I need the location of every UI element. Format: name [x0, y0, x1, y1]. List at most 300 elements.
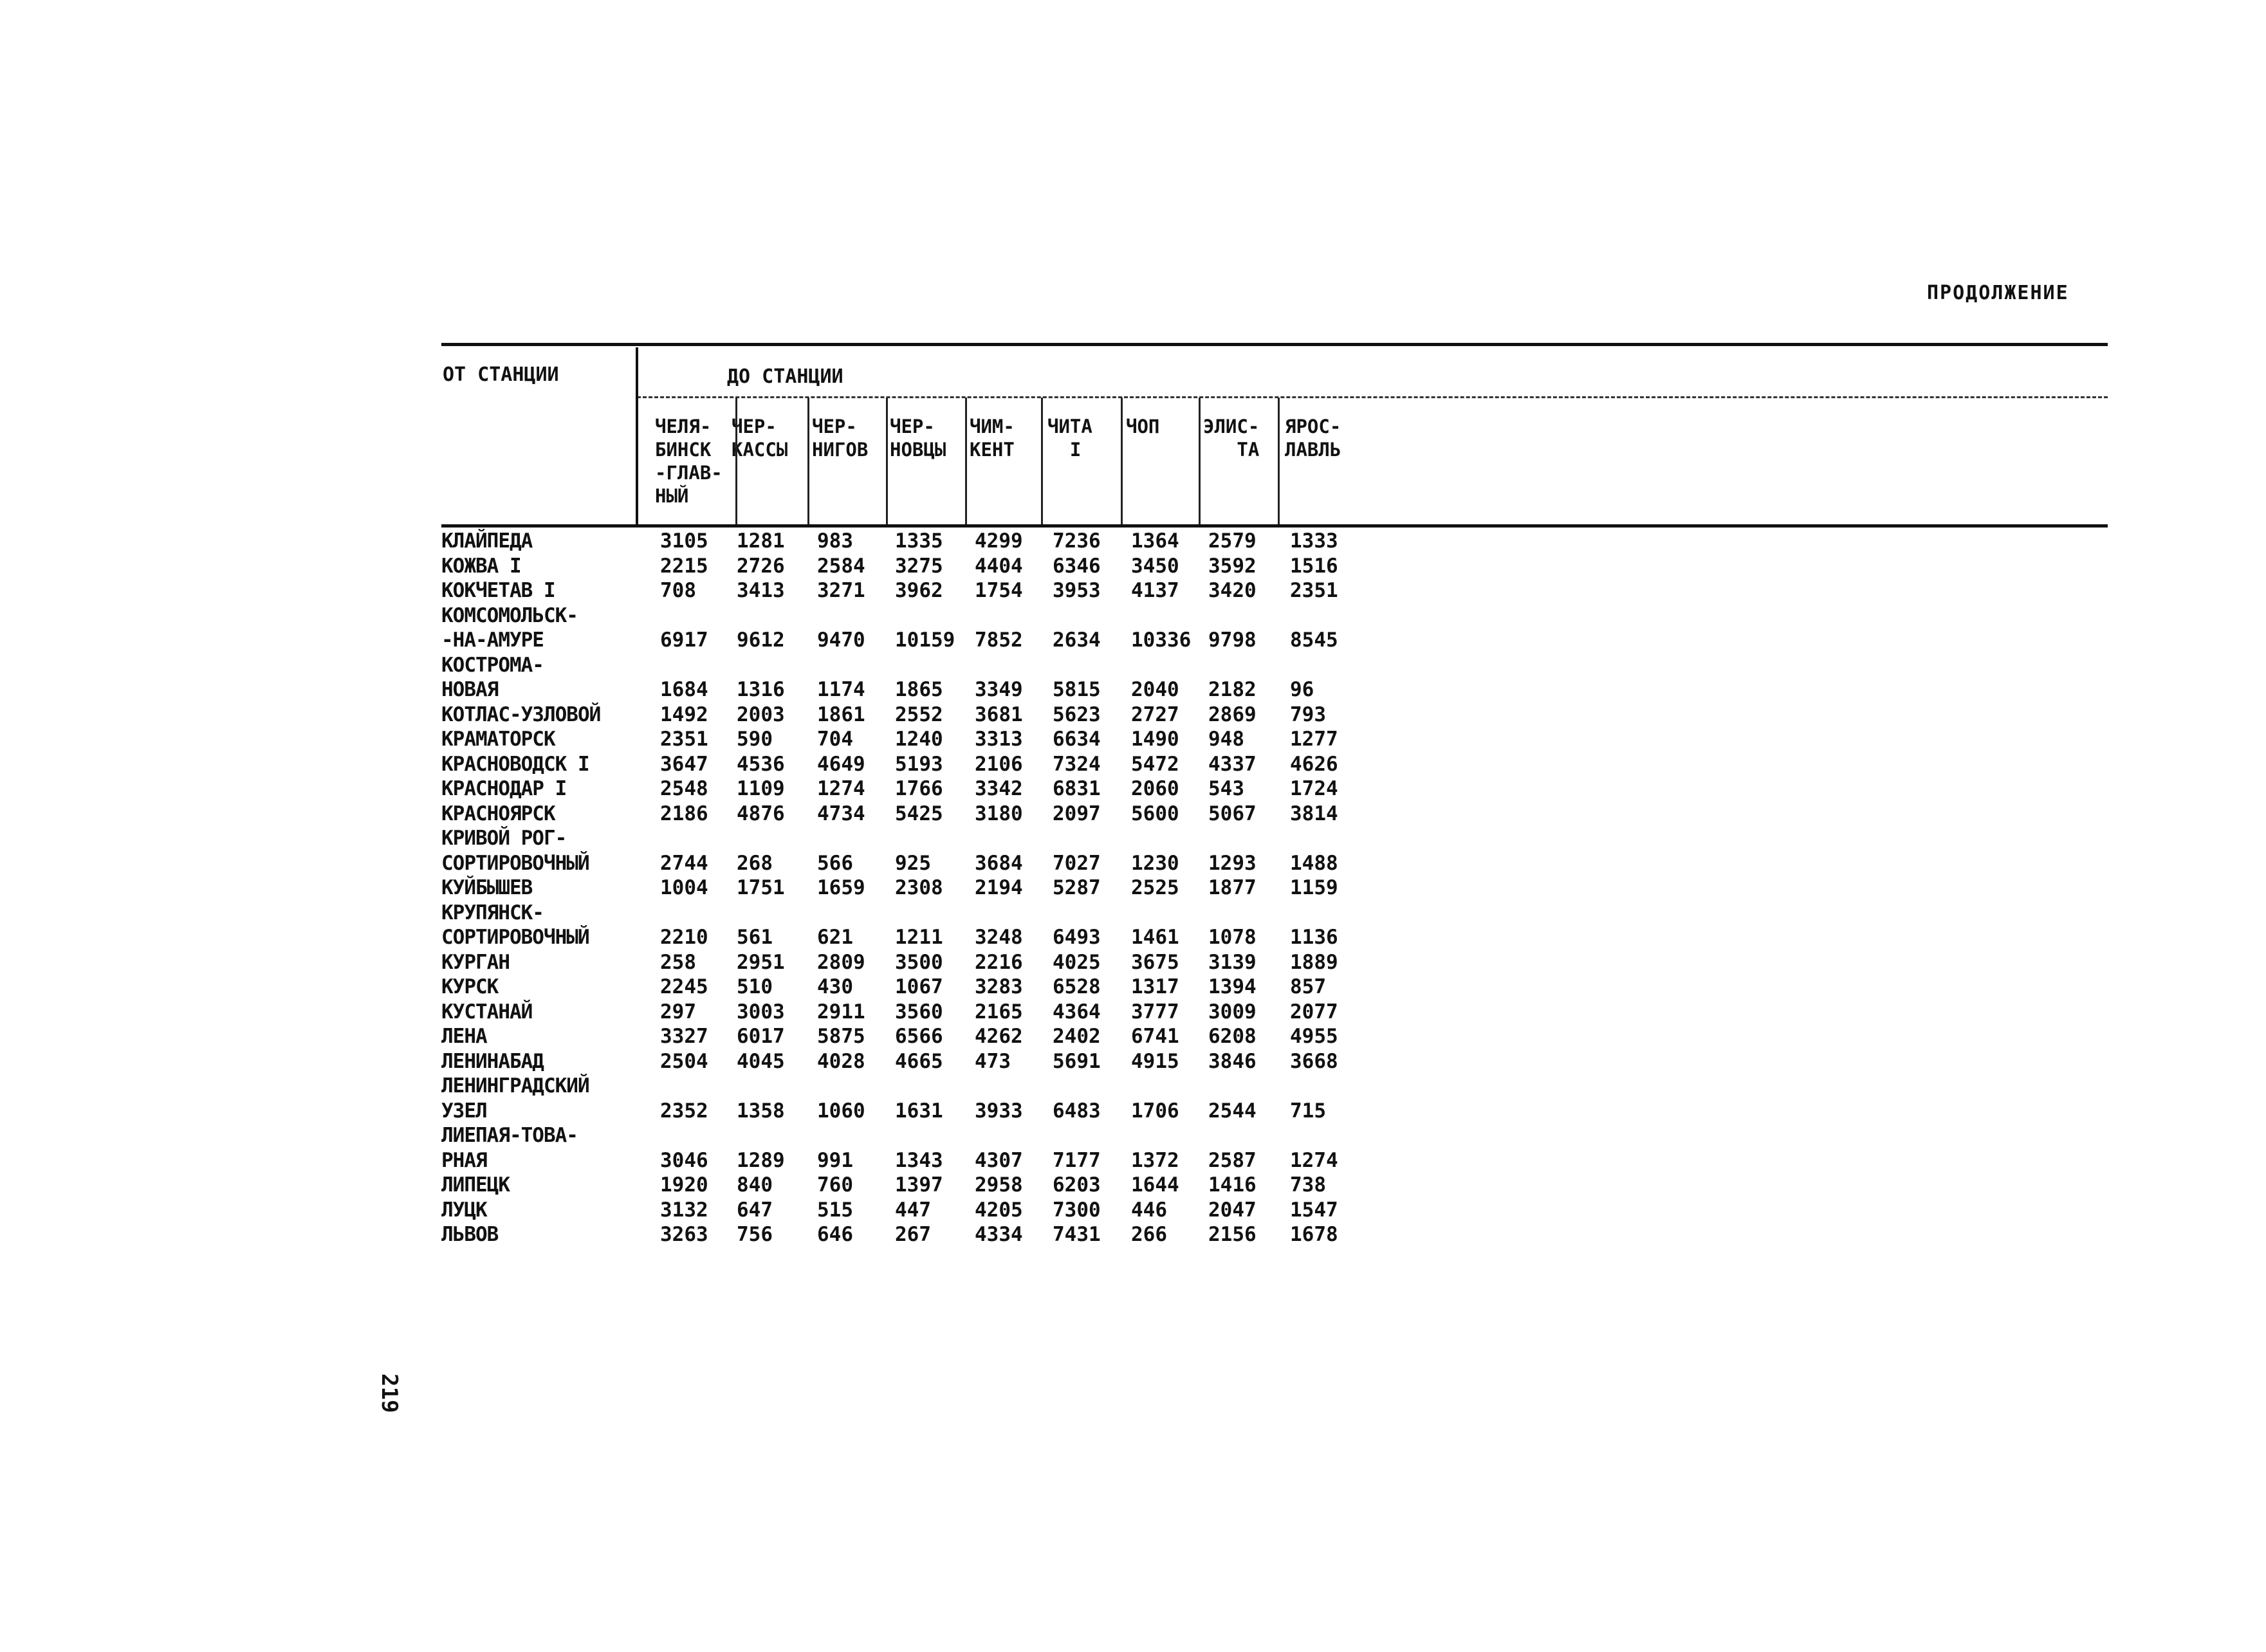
distance-cell	[737, 653, 817, 678]
distance-cell	[975, 1123, 1053, 1148]
distance-cell: 566	[817, 851, 853, 875]
distance-cell: 1631	[895, 1099, 943, 1123]
distance-cell: 2308	[895, 876, 943, 899]
distance-cell: 6741	[1131, 1025, 1179, 1048]
table-row	[441, 1049, 1367, 1074]
station-name: КОСТРОМА-	[441, 653, 544, 677]
column-header-line: ЧОП	[1126, 416, 1160, 437]
station-name: ЛИЕПАЯ-ТОВА-	[441, 1124, 578, 1147]
distance-cell: 3313	[975, 728, 1023, 751]
distance-cell: 2548	[660, 777, 708, 800]
distance-cell: 1060	[817, 1099, 865, 1123]
distance-cell: 2351	[1290, 579, 1338, 602]
distance-cell	[975, 901, 1053, 926]
distance-cell: 5815	[1053, 678, 1101, 701]
table-row	[441, 554, 1367, 579]
distance-cell: 2951	[737, 950, 785, 974]
distance-cell: 5875	[817, 1025, 865, 1048]
distance-cell: 1547	[1290, 1198, 1338, 1222]
table-row	[441, 925, 1367, 950]
distance-cell: 2097	[1053, 802, 1101, 825]
distance-cell: 10336	[1131, 629, 1192, 652]
station-name: КРУПЯНСК-	[441, 901, 544, 924]
distance-cell: 9612	[737, 629, 785, 652]
distance-cell: 7324	[1053, 752, 1101, 776]
distance-cell: 3046	[660, 1148, 708, 1172]
distance-cell: 4915	[1131, 1049, 1179, 1073]
distance-cell: 1724	[1290, 777, 1338, 800]
distance-cell: 2744	[660, 851, 708, 875]
table-row	[441, 653, 1367, 678]
table-row	[441, 1000, 1367, 1025]
distance-cell: 2186	[660, 802, 708, 825]
distance-cell: 738	[1290, 1173, 1326, 1197]
distance-cell: 647	[737, 1198, 773, 1222]
distance-cell	[660, 901, 737, 926]
column-divider	[1121, 398, 1123, 524]
distance-cell: 1492	[660, 702, 708, 726]
station-name: ЛИПЕЦК	[441, 1173, 510, 1197]
station-name: ЛЕНА	[441, 1025, 487, 1048]
distance-cell: 3248	[975, 926, 1023, 949]
distance-cell: 1211	[895, 926, 943, 949]
distance-cell: 1078	[1208, 926, 1257, 949]
distance-cell: 3009	[1208, 1000, 1257, 1023]
distance-cell: 760	[817, 1173, 853, 1197]
distance-cell: 3349	[975, 678, 1023, 701]
distance-cell: 1861	[817, 702, 865, 726]
column-header-line: ЧЕЛЯ-	[655, 416, 712, 437]
distance-cell: 3846	[1208, 1049, 1257, 1073]
distance-cell: 1865	[895, 678, 943, 701]
distance-cell: 2210	[660, 926, 708, 949]
distance-cell	[1131, 1123, 1208, 1148]
distance-cell: 8545	[1290, 629, 1338, 652]
table-row	[441, 1024, 1367, 1049]
distance-cell: 4536	[737, 752, 785, 776]
column-divider	[965, 398, 967, 524]
table-row	[441, 802, 1367, 827]
station-name: РНАЯ	[441, 1148, 487, 1172]
distance-cell: 7027	[1053, 851, 1101, 875]
distance-cell: 1877	[1208, 876, 1257, 899]
distance-cell: 1274	[1290, 1148, 1338, 1172]
distance-cell: 1109	[737, 777, 785, 800]
distance-cell	[660, 1123, 737, 1148]
table-row	[441, 1123, 1367, 1148]
distance-cell: 1516	[1290, 554, 1338, 578]
distance-cell: 3668	[1290, 1049, 1338, 1073]
distance-cell: 6831	[1053, 777, 1101, 800]
column-header-line: ЧИМ-	[970, 416, 1015, 437]
distance-cell: 3500	[895, 950, 943, 974]
table-row	[441, 1198, 1367, 1223]
column-divider	[735, 398, 737, 524]
distance-cell: 4334	[975, 1223, 1023, 1246]
distance-cell	[660, 826, 737, 851]
column-header-8	[1285, 415, 1341, 461]
distance-cell: 2351	[660, 728, 708, 751]
distance-cell: 2215	[660, 554, 708, 578]
distance-cell: 708	[660, 579, 696, 602]
distance-cell: 1659	[817, 876, 865, 899]
table-row	[441, 603, 1367, 629]
distance-cell: 2579	[1208, 529, 1257, 553]
distance-cell: 4299	[975, 529, 1023, 553]
distance-cell: 1416	[1208, 1173, 1257, 1197]
distance-cell: 1316	[737, 678, 785, 701]
column-header-line: ТА	[1203, 439, 1260, 461]
distance-cell: 5287	[1053, 876, 1101, 899]
station-name: КУЙБЫШЕВ	[441, 876, 533, 899]
distance-cell: 590	[737, 728, 773, 751]
table-row	[441, 950, 1367, 975]
distance-cell: 1281	[737, 529, 785, 553]
distance-cell: 1067	[895, 975, 943, 998]
column-header-line: ЧЕР-	[732, 416, 777, 437]
distance-cell: 2182	[1208, 678, 1257, 701]
distance-cell: 4364	[1053, 1000, 1101, 1023]
distance-cell: 1277	[1290, 728, 1338, 751]
column-header-6	[1126, 415, 1159, 438]
distance-cell: 4205	[975, 1198, 1023, 1222]
column-header-2	[812, 415, 868, 461]
table-row	[441, 1173, 1367, 1198]
distance-cell	[1131, 901, 1208, 926]
distance-cell: 2552	[895, 702, 943, 726]
station-name: КРАСНОДАР I	[441, 777, 567, 800]
station-name: КУРСК	[441, 975, 499, 998]
distance-cell: 3003	[737, 1000, 785, 1023]
distance-cell: 3450	[1131, 554, 1179, 578]
distance-cell: 297	[660, 1000, 696, 1023]
distance-cell: 2077	[1290, 1000, 1338, 1023]
distance-cell	[1131, 826, 1208, 851]
distance-cell: 1289	[737, 1148, 785, 1172]
distance-cell	[1053, 653, 1131, 678]
page-number: 219	[376, 1373, 402, 1413]
table-row	[441, 851, 1367, 876]
distance-cell: 268	[737, 851, 773, 875]
station-name: КОЖВА I	[441, 554, 521, 578]
station-name: КРАСНОВОДСК I	[441, 752, 589, 776]
distance-cell: 1684	[660, 678, 708, 701]
distance-cell: 3180	[975, 802, 1023, 825]
distance-cell: 9798	[1208, 629, 1257, 652]
distance-cell: 3647	[660, 752, 708, 776]
distance-cell: 925	[895, 851, 931, 875]
distance-cell: 4734	[817, 802, 865, 825]
distance-cell	[895, 1123, 975, 1148]
distance-cell: 1364	[1131, 529, 1179, 553]
distance-cell	[660, 653, 737, 678]
distance-cell: 3271	[817, 579, 865, 602]
distance-cell: 447	[895, 1198, 931, 1222]
distance-cell: 2587	[1208, 1148, 1257, 1172]
distance-cell: 7177	[1053, 1148, 1101, 1172]
distance-cell	[1208, 901, 1290, 926]
distance-cell: 2106	[975, 752, 1023, 776]
distance-cell: 3933	[975, 1099, 1023, 1123]
distance-cell: 96	[1290, 678, 1314, 701]
distance-cell: 6208	[1208, 1025, 1257, 1048]
station-name: ЛУЦК	[441, 1198, 487, 1222]
column-divider	[1199, 398, 1201, 524]
distance-cell: 4028	[817, 1049, 865, 1073]
distance-cell: 6528	[1053, 975, 1101, 998]
distance-cell	[737, 901, 817, 926]
distance-cell: 5425	[895, 802, 943, 825]
distance-cell	[1290, 826, 1367, 851]
table-row	[441, 901, 1367, 926]
distance-cell: 3777	[1131, 1000, 1179, 1023]
table-row	[441, 826, 1367, 851]
distance-cell: 793	[1290, 702, 1326, 726]
distance-cell: 2958	[975, 1173, 1023, 1197]
distance-cell: 1293	[1208, 851, 1257, 875]
distance-cell	[1290, 653, 1367, 678]
distance-cell: 3327	[660, 1025, 708, 1048]
table-row	[441, 628, 1367, 653]
distance-cell: 3342	[975, 777, 1023, 800]
table-row	[441, 1099, 1367, 1124]
distance-cell: 6346	[1053, 554, 1101, 578]
table-row	[441, 702, 1367, 728]
distance-cell	[1053, 603, 1131, 629]
column-header-3	[890, 415, 946, 461]
distance-cell	[817, 603, 895, 629]
distance-cell: 1751	[737, 876, 785, 899]
header-rule-bottom	[441, 524, 2108, 528]
distance-cell: 2040	[1131, 678, 1179, 701]
distance-cell: 1004	[660, 876, 708, 899]
distance-table	[441, 529, 1367, 1247]
distance-cell: 646	[817, 1223, 853, 1246]
column-header-line: КАССЫ	[732, 439, 788, 461]
distance-cell	[1290, 603, 1367, 629]
distance-cell: 3560	[895, 1000, 943, 1023]
from-station-header: ОТ СТАНЦИИ	[443, 363, 559, 386]
station-name: УЗЕЛ	[441, 1099, 487, 1123]
distance-cell: 3283	[975, 975, 1023, 998]
distance-cell: 1174	[817, 678, 865, 701]
distance-cell: 3681	[975, 702, 1023, 726]
distance-cell: 2060	[1131, 777, 1179, 800]
station-name: ЛЕНИНГРАДСКИЙ	[441, 1074, 589, 1097]
distance-cell: 267	[895, 1223, 931, 1246]
distance-cell: 4404	[975, 554, 1023, 578]
distance-cell: 5600	[1131, 802, 1179, 825]
column-header-line: -ГЛАВ-	[655, 462, 723, 484]
table-row	[441, 1074, 1367, 1099]
distance-cell: 2156	[1208, 1223, 1257, 1246]
continuation-label: ПРОДОЛЖЕНИЕ	[1927, 282, 2069, 304]
distance-cell	[895, 1074, 975, 1099]
column-header-line: КЕНТ	[970, 439, 1015, 461]
distance-cell: 715	[1290, 1099, 1326, 1123]
column-header-line: ЛАВЛЬ	[1285, 439, 1341, 461]
distance-cell: 3132	[660, 1198, 708, 1222]
distance-cell	[895, 653, 975, 678]
table-row	[441, 727, 1367, 752]
distance-cell: 5067	[1208, 802, 1257, 825]
distance-cell: 4045	[737, 1049, 785, 1073]
distance-cell: 6566	[895, 1025, 943, 1048]
distance-cell: 6203	[1053, 1173, 1101, 1197]
distance-cell: 2634	[1053, 629, 1101, 652]
distance-cell: 6917	[660, 629, 708, 652]
distance-cell: 857	[1290, 975, 1326, 998]
distance-cell: 4876	[737, 802, 785, 825]
distance-cell: 1335	[895, 529, 943, 553]
distance-cell	[817, 1074, 895, 1099]
distance-cell	[817, 653, 895, 678]
station-name: -НА-АМУРЕ	[441, 629, 544, 652]
table-row	[441, 677, 1367, 702]
column-header-line: БИНСК	[655, 439, 712, 461]
station-name: КОМСОМОЛЬСК-	[441, 603, 578, 627]
station-name: КРАМАТОРСК	[441, 728, 555, 751]
column-header-line: ЧИТА	[1047, 416, 1092, 437]
distance-cell	[895, 901, 975, 926]
distance-cell: 2165	[975, 1000, 1023, 1023]
to-station-header: ДО СТАНЦИИ	[727, 365, 843, 388]
column-divider	[1041, 398, 1043, 524]
distance-cell: 704	[817, 728, 853, 751]
distance-cell	[1208, 603, 1290, 629]
distance-cell: 3675	[1131, 950, 1179, 974]
column-header-line: НИГОВ	[812, 439, 869, 461]
column-header-line: ЯРОС-	[1285, 416, 1341, 437]
distance-cell: 3420	[1208, 579, 1257, 602]
distance-cell: 1358	[737, 1099, 785, 1123]
distance-cell: 6634	[1053, 728, 1101, 751]
distance-cell: 5472	[1131, 752, 1179, 776]
distance-cell: 2504	[660, 1049, 708, 1073]
distance-cell: 5691	[1053, 1049, 1101, 1073]
distance-cell: 1230	[1131, 851, 1179, 875]
station-name: ЛЬВОВ	[441, 1223, 499, 1246]
distance-cell: 4025	[1053, 950, 1101, 974]
distance-cell: 1889	[1290, 950, 1338, 974]
distance-cell: 3814	[1290, 802, 1338, 825]
station-name: КУРГАН	[441, 950, 510, 974]
distance-cell: 1317	[1131, 975, 1179, 998]
table-row	[441, 776, 1367, 802]
distance-cell: 4626	[1290, 752, 1338, 776]
distance-cell: 1488	[1290, 851, 1338, 875]
distance-cell	[1208, 653, 1290, 678]
distance-cell: 2869	[1208, 702, 1257, 726]
distance-cell: 5193	[895, 752, 943, 776]
distance-cell: 840	[737, 1173, 773, 1197]
distance-cell	[1208, 826, 1290, 851]
distance-cell: 7852	[975, 629, 1023, 652]
distance-cell	[975, 653, 1053, 678]
distance-cell: 258	[660, 950, 696, 974]
distance-cell: 3105	[660, 529, 708, 553]
distance-cell: 1766	[895, 777, 943, 800]
distance-cell	[817, 826, 895, 851]
column-header-line: ЭЛИС-	[1203, 416, 1260, 437]
distance-cell: 3953	[1053, 579, 1101, 602]
column-divider	[886, 398, 888, 524]
distance-cell: 473	[975, 1049, 1011, 1073]
distance-cell: 756	[737, 1223, 773, 1246]
distance-cell: 4262	[975, 1025, 1023, 1048]
station-name: КРАСНОЯРСК	[441, 802, 555, 825]
distance-cell	[737, 603, 817, 629]
column-header-line: ЧЕР-	[812, 416, 857, 437]
station-name: НОВАЯ	[441, 678, 499, 701]
station-name: СОРТИРОВОЧНЫЙ	[441, 851, 589, 875]
distance-cell: 1372	[1131, 1148, 1179, 1172]
distance-cell: 266	[1131, 1223, 1167, 1246]
distance-cell	[1131, 603, 1208, 629]
distance-cell: 6493	[1053, 926, 1101, 949]
distance-cell: 1159	[1290, 876, 1338, 899]
distance-cell: 3592	[1208, 554, 1257, 578]
distance-cell: 1490	[1131, 728, 1179, 751]
distance-cell	[737, 826, 817, 851]
distance-cell	[817, 901, 895, 926]
distance-cell: 6017	[737, 1025, 785, 1048]
table-row	[441, 752, 1367, 777]
distance-cell: 1706	[1131, 1099, 1179, 1123]
distance-cell: 561	[737, 926, 773, 949]
distance-cell	[1053, 901, 1131, 926]
column-header-1	[732, 415, 788, 461]
table-row	[441, 975, 1367, 1000]
distance-cell: 4665	[895, 1049, 943, 1073]
distance-cell: 2544	[1208, 1099, 1257, 1123]
distance-cell	[1290, 901, 1367, 926]
from-to-divider	[636, 347, 638, 526]
distance-cell: 3275	[895, 554, 943, 578]
distance-cell: 1920	[660, 1173, 708, 1197]
distance-cell	[895, 603, 975, 629]
distance-cell	[975, 1074, 1053, 1099]
distance-cell	[1053, 1074, 1131, 1099]
distance-cell: 515	[817, 1198, 853, 1222]
station-name: ЛЕНИНАБАД	[441, 1049, 544, 1073]
distance-cell: 2194	[975, 876, 1023, 899]
distance-cell	[737, 1123, 817, 1148]
distance-cell: 991	[817, 1148, 853, 1172]
column-divider	[807, 398, 809, 524]
distance-cell	[1208, 1123, 1290, 1148]
station-name: СОРТИРОВОЧНЫЙ	[441, 926, 589, 949]
distance-cell	[975, 603, 1053, 629]
station-name: КУСТАНАЙ	[441, 1000, 533, 1023]
column-header-7	[1203, 415, 1259, 461]
distance-cell: 3413	[737, 579, 785, 602]
distance-cell: 4649	[817, 752, 865, 776]
distance-cell: 1461	[1131, 926, 1179, 949]
distance-cell	[1053, 1123, 1131, 1148]
column-divider	[1278, 398, 1280, 524]
distance-cell: 1136	[1290, 926, 1338, 949]
distance-cell	[895, 826, 975, 851]
distance-cell	[1131, 653, 1208, 678]
distance-cell: 9470	[817, 629, 865, 652]
station-name: КОТЛАС-УЗЛОВОЙ	[441, 702, 601, 726]
header-rule-dashed	[637, 396, 2108, 398]
distance-cell: 2726	[737, 554, 785, 578]
distance-cell	[817, 1123, 895, 1148]
distance-cell: 10159	[895, 629, 955, 652]
table-row	[441, 529, 1367, 554]
